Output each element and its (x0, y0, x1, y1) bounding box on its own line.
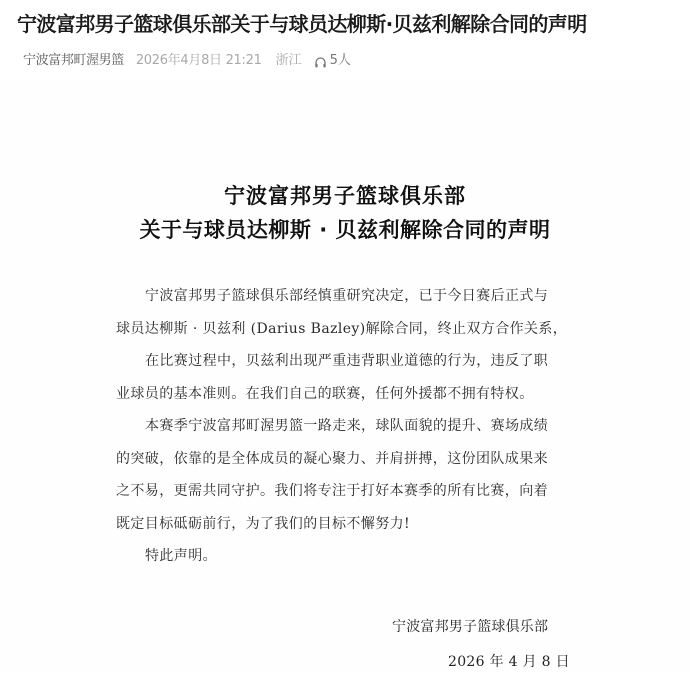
statement-document-image (0, 80, 690, 671)
listeners-label: 5人 (329, 53, 351, 68)
body-line: 球员达柳斯 · 贝兹利 (Darius Bazley)解除合同，终止双方合作关系， (116, 320, 568, 337)
article-header (0, 0, 690, 80)
body-line: 在比赛过程中，贝兹利出现严重违背职业道德的行为，违反了职 (145, 353, 549, 369)
publish-location: 浙江 (275, 53, 302, 68)
body-line: 之不易，更需共同守护。我们将专注于打好本赛季的所有比赛，向着 (116, 483, 548, 499)
body-line: 的突破，依靠的是全体成员的凝心聚力、并肩拼搏，这份团队成果来 (116, 450, 548, 467)
document-body (116, 280, 568, 573)
article-meta (23, 50, 351, 72)
article-title: 宁波富邦男子篮球俱乐部关于与球员达柳斯·贝兹利解除合同的声明 (17, 12, 587, 36)
publish-datetime: 2026年4月8日 21:21 (135, 53, 262, 68)
document-title-line2: 关于与球员达柳斯 · 贝兹利解除合同的声明 (139, 218, 551, 242)
body-line: 特此声明。 (145, 548, 217, 564)
body-line: 业球员的基本准则。在我们自己的联赛，任何外援都不拥有特权。 (116, 385, 534, 402)
body-line: 本赛季宁波富邦町渥男篮一路走来，球队面貌的提升、赛场成绩 (145, 418, 549, 434)
document-date: 2026 年 4 月 8 日 (448, 654, 570, 670)
body-line: 既定目标砥砺前行，为了我们的目标不懈努力! (116, 515, 411, 532)
author-link[interactable]: 宁波富邦町渥男篮 (23, 53, 124, 68)
document-title-line1: 宁波富邦男子篮球俱乐部 (224, 184, 466, 208)
listeners-count[interactable] (314, 50, 351, 72)
document-signature: 宁波富邦男子篮球俱乐部 (392, 619, 549, 635)
headphone-icon (314, 55, 327, 68)
body-line: 宁波富邦男子篮球俱乐部经慎重研究决定，已于今日赛后正式与 (145, 288, 549, 304)
